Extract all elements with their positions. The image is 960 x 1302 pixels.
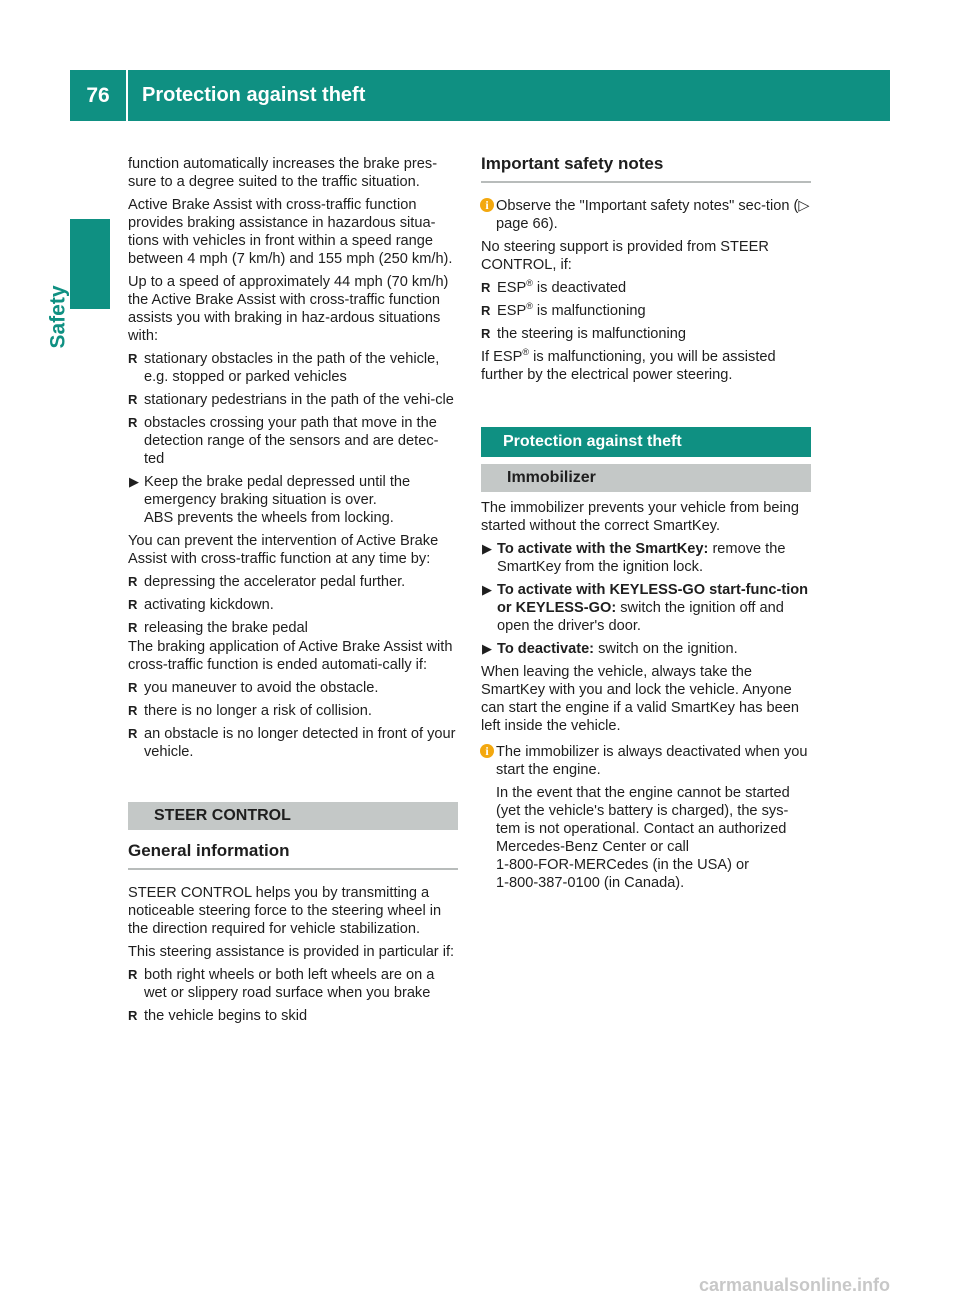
- bullet-icon: R: [481, 303, 491, 318]
- list-item: [128, 350, 458, 386]
- info-text: The immobilizer is always deactivated when you start the engine.: [496, 744, 808, 778]
- page-reference-arrow-icon: ▷: [798, 198, 810, 214]
- esp-label: ESP: [497, 280, 527, 296]
- paragraph: When leaving the vehicle, always take the SmartKey with you and lock the vehicle. Anyone can start the engine if a valid SmartKey has been left inside the vehicle.: [481, 664, 800, 734]
- section-bar-immobilizer: Immobilizer: [481, 464, 811, 492]
- action-text: Keep the brake pedal depressed until the emergency braking situation is over.: [144, 474, 411, 508]
- list-item-text: stationary pedestrians in the path of the vehi-cle: [144, 392, 454, 408]
- watermark: carmanualsonline.info: [698, 1275, 890, 1295]
- list-item-text: releasing the brake pedal: [144, 620, 308, 636]
- list-item-text: depressing the accelerator pedal further.: [144, 574, 406, 590]
- page-reference-link[interactable]: page 66).: [496, 216, 558, 232]
- registered-mark: ®: [526, 278, 533, 289]
- list-item-text: both right wheels or both left wheels are on a wet or slippery road surface when you brake: [144, 967, 435, 1001]
- list-item-text: you maneuver to avoid the obstacle.: [144, 680, 379, 696]
- paragraph: Up to a speed of approximately 44 mph (70 km/h) the Active Brake Assist with cross-traffic function assists you with braking in haz-ardous situations with:: [128, 274, 449, 344]
- list-item-text: stationary obstacles in the path of the vehicle, e.g. stopped or parked vehicles: [144, 351, 440, 385]
- paragraph-text: is malfunctioning, you will be assisted further by the electrical power steering.: [481, 349, 776, 383]
- list-item: [128, 619, 458, 637]
- registered-mark: ®: [522, 347, 530, 358]
- section-bar-protection-against-theft: Protection against theft: [481, 427, 811, 457]
- info-icon: i: [480, 198, 494, 212]
- section-bar-steer-control: STEER CONTROL: [128, 802, 458, 830]
- list-item: [128, 596, 458, 614]
- page-number: 76: [86, 83, 110, 107]
- registered-mark: ®: [526, 301, 533, 312]
- list-item: [128, 1007, 458, 1025]
- paragraph-text: If ESP: [481, 349, 523, 365]
- info-text: Observe the "Important safety notes" sec-tion (: [496, 198, 799, 214]
- bullet-icon: R: [128, 392, 138, 407]
- action-label: To deactivate:: [497, 641, 595, 657]
- section-heading-general-information: General information: [128, 842, 458, 870]
- list-item: [128, 702, 458, 720]
- arrow-right-icon: ▶: [482, 582, 492, 597]
- paragraph: No steering support is provided from STEER CONTROL, if:: [481, 239, 769, 273]
- action-text: remove the SmartKey from the ignition lock.: [497, 541, 786, 575]
- spacer: [128, 766, 458, 802]
- list-item-text: there is no longer a risk of collision.: [144, 703, 372, 719]
- paragraph: STEER CONTROL helps you by transmitting a noticeable steering force to the steering wheel in the direction required for vehicle stabilization.: [128, 885, 442, 937]
- info-note: [481, 197, 811, 233]
- arrow-right-icon: ▶: [482, 641, 492, 656]
- list-item: [481, 325, 811, 343]
- bullet-icon: R: [128, 574, 138, 589]
- paragraph: The braking application of Active Brake Assist with cross-traffic function is ended automati-cally if:: [128, 639, 453, 673]
- action-step: [481, 540, 811, 576]
- bullet-icon: R: [128, 680, 138, 695]
- list-item: [128, 966, 458, 1002]
- bullet-icon: R: [128, 703, 138, 718]
- action-result-text: ABS prevents the wheels from locking.: [144, 510, 394, 526]
- esp-label: ESP: [497, 303, 527, 319]
- phone-number-canada: 1-800-387-0100 (in Canada).: [496, 875, 685, 891]
- action-label: To activate with KEYLESS-GO start-func-tion or KEYLESS-GO:: [497, 582, 809, 616]
- section-heading-important-safety-notes: Important safety notes: [481, 155, 811, 183]
- action-label: To activate with the SmartKey:: [497, 541, 709, 557]
- arrow-right-icon: ▶: [482, 541, 492, 556]
- arrow-right-icon: ▶: [129, 474, 139, 489]
- list-item: [128, 725, 458, 761]
- page-title: Protection against theft: [142, 84, 366, 106]
- list-item: [128, 679, 458, 697]
- list-item-text: is deactivated: [532, 280, 627, 296]
- list-item: [481, 279, 811, 297]
- bullet-icon: R: [481, 326, 491, 341]
- paragraph: This steering assistance is provided in particular if:: [128, 944, 455, 960]
- list-item-text: activating kickdown.: [144, 597, 274, 613]
- left-column: [128, 155, 458, 1030]
- bullet-icon: R: [128, 967, 138, 982]
- info-note: [481, 743, 811, 892]
- list-item-text: is malfunctioning: [532, 303, 646, 319]
- bullet-icon: R: [128, 620, 138, 635]
- paragraph: function automatically increases the brake pres-sure to a degree suited to the traffic situation.: [128, 156, 438, 190]
- phone-number-usa: 1-800-FOR-MERCedes (in the USA) or: [496, 857, 750, 873]
- action-text: switch the ignition off and open the driver's door.: [497, 600, 784, 634]
- action-text: switch on the ignition.: [594, 641, 738, 657]
- info-text-block: [496, 784, 811, 892]
- list-item-text: an obstacle is no longer detected in front of your vehicle.: [144, 726, 456, 760]
- header-divider: [126, 70, 128, 121]
- info-text: In the event that the engine cannot be started (yet the vehicle's battery is charged), the sys-tem is not operational. Contact an authorized Mercedes-Benz Center or call: [496, 785, 790, 855]
- right-column: [481, 155, 811, 897]
- bullet-icon: R: [128, 415, 138, 430]
- paragraph: [481, 348, 811, 384]
- list-item-text: the vehicle begins to skid: [144, 1008, 308, 1024]
- paragraph: The immobilizer prevents your vehicle from being started without the correct SmartKey.: [481, 500, 799, 534]
- bullet-icon: R: [128, 726, 138, 741]
- side-tab-label-text: Safety: [46, 285, 70, 349]
- bullet-icon: R: [128, 1008, 138, 1023]
- action-step: [481, 640, 811, 658]
- list-item: [128, 414, 458, 468]
- paragraph: Active Brake Assist with cross-traffic function provides braking assistance in hazardous situa-tions with vehicles in front within a speed range between 4 mph (7 km/h) and 155 mph (250 km/h).: [128, 197, 453, 267]
- list-item-text: obstacles crossing your path that move in the detection range of the sensors and are detec-ted: [144, 415, 439, 467]
- info-icon: i: [480, 744, 494, 758]
- action-step: [481, 581, 811, 635]
- side-tab-marker: [70, 219, 110, 309]
- paragraph: You can prevent the intervention of Active Brake Assist with cross-traffic function at any time by:: [128, 533, 439, 567]
- action-step: [128, 473, 458, 527]
- list-item: [481, 302, 811, 320]
- bullet-icon: R: [481, 280, 491, 295]
- bullet-icon: R: [128, 351, 138, 366]
- list-item-text: the steering is malfunctioning: [497, 326, 687, 342]
- list-item: [128, 391, 458, 409]
- list-item: [128, 573, 458, 591]
- bullet-icon: R: [128, 597, 138, 612]
- spacer: [481, 389, 811, 427]
